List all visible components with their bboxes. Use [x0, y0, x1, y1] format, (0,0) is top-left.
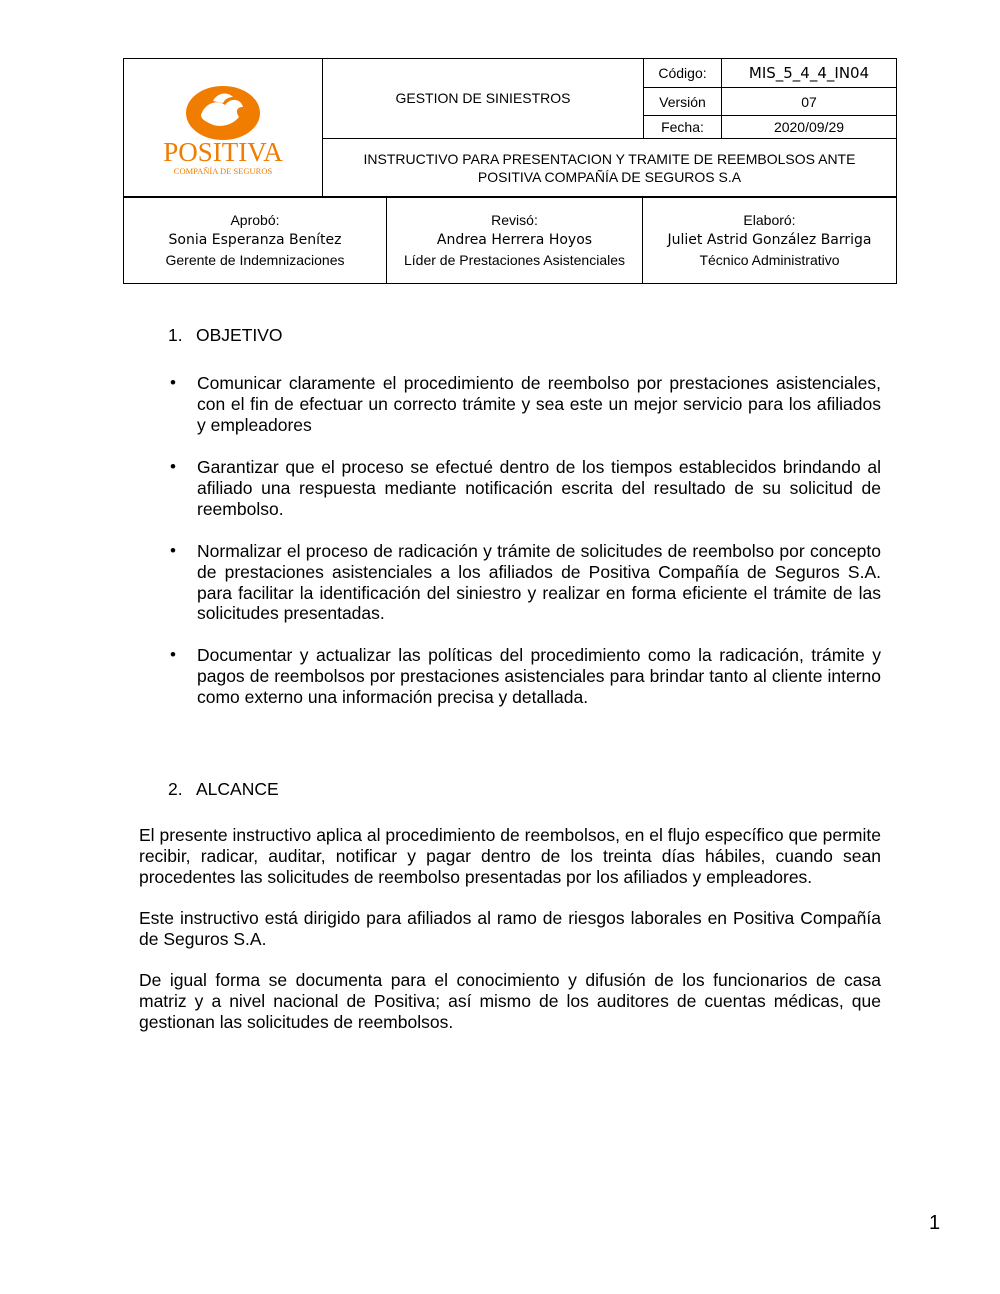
section-2-title: ALCANCE: [196, 779, 279, 799]
section-1-title: OBJETIVO: [196, 325, 283, 345]
section-1-number: 1.: [168, 325, 183, 345]
version-value: 07: [722, 88, 897, 116]
logo-tagline-text: COMPAÑÍA DE SEGUROS: [173, 165, 273, 176]
objective-bullet-3: Normalizar el proceso de radicación y trámite de solicitudes de reembolso por concepto de prestaciones asistenciales a los afiliados de Positiva Compañía de Seguros S.A. para facilitar la identificación del siniestro y realizar en forma eficiente el trámite de las solicitudes presentadas.: [197, 541, 881, 624]
reviewed-label: Revisó:: [491, 212, 538, 228]
approved-label: Aprobó:: [230, 212, 280, 228]
prepared-role: Técnico Administrativo: [699, 252, 840, 268]
process-name: GESTION DE SINIESTROS: [323, 59, 644, 139]
code-label: Código:: [644, 59, 722, 88]
scope-paragraph-1: El presente instructivo aplica al procedimiento de reembolsos, en el flujo específico que permite recibir, radicar, auditar, notificar y pagar dentro de los treinta días hábiles, cuando sean procedentes las solicitudes de reembolso presentadas por los afiliados y empleadores.: [139, 825, 881, 887]
document-header: [123, 58, 897, 198]
bullet-icon: •: [170, 541, 176, 560]
document-title: INSTRUCTIVO PARA PRESENTACION Y TRAMITE DE REEMBOLSOS ANTE POSITIVA COMPAÑÍA DE SEGUROS S.A: [323, 138, 897, 197]
scope-paragraph-3: De igual forma se documenta para el conocimiento y difusión de los funcionarios de casa matriz y a nivel nacional de Positiva; así mismo de los auditores de cuentas médicas, que gestionan las solicitudes de reembolsos.: [139, 970, 881, 1032]
approved-name: Sonia Esperanza Benítez: [168, 232, 342, 248]
date-value: 2020/09/29: [722, 116, 897, 138]
bullet-icon: •: [170, 457, 176, 476]
scope-paragraph-2: Este instructivo está dirigido para afiliados al ramo de riesgos laborales en Positiva Compañía de Seguros S.A.: [139, 908, 881, 949]
approved-by-cell: [124, 197, 387, 284]
logo-cell: [124, 59, 323, 198]
objective-bullet-2: Garantizar que el proceso se efectué dentro de los tiempos establecidos brindando al afiliado una respuesta mediante notificación escrita del resultado de su solicitud de reembolso.: [197, 457, 881, 519]
logo-brand-text: POSITIVA: [163, 136, 283, 167]
signature-table: [123, 196, 897, 284]
objective-bullet-1: Comunicar claramente el procedimiento de reembolso por prestaciones asistenciales, con el fin de efectuar un correcto trámite y sea este un mejor servicio para los afiliados y empleadores: [197, 373, 881, 435]
bullet-icon: •: [170, 645, 176, 664]
reviewed-by-cell: [387, 197, 643, 284]
version-label: Versión: [644, 88, 722, 116]
bullet-icon: •: [170, 373, 176, 392]
section-2-heading: [168, 779, 279, 800]
positiva-logo: [143, 77, 303, 177]
date-label: Fecha:: [644, 116, 722, 138]
section-2-number: 2.: [168, 779, 183, 799]
approved-role: Gerente de Indemnizaciones: [165, 252, 345, 268]
reviewed-name: Andrea Herrera Hoyos: [436, 232, 593, 248]
section-1-heading: [168, 325, 283, 346]
prepared-label: Elaboró:: [743, 212, 796, 228]
reviewed-role: Líder de Prestaciones Asistenciales: [403, 252, 625, 268]
prepared-by-cell: [643, 197, 897, 284]
code-value: MIS_5_4_4_IN04: [722, 59, 897, 88]
page-number: 1: [929, 1212, 941, 1234]
objective-bullet-4: Documentar y actualizar las políticas del procedimiento como la radicación, trámite y pagos de reembolsos por prestaciones asistenciales para brindar tanto al cliente interno como externo una información precisa y detallada.: [197, 645, 881, 707]
prepared-name: Juliet Astrid González Barriga: [667, 232, 872, 248]
